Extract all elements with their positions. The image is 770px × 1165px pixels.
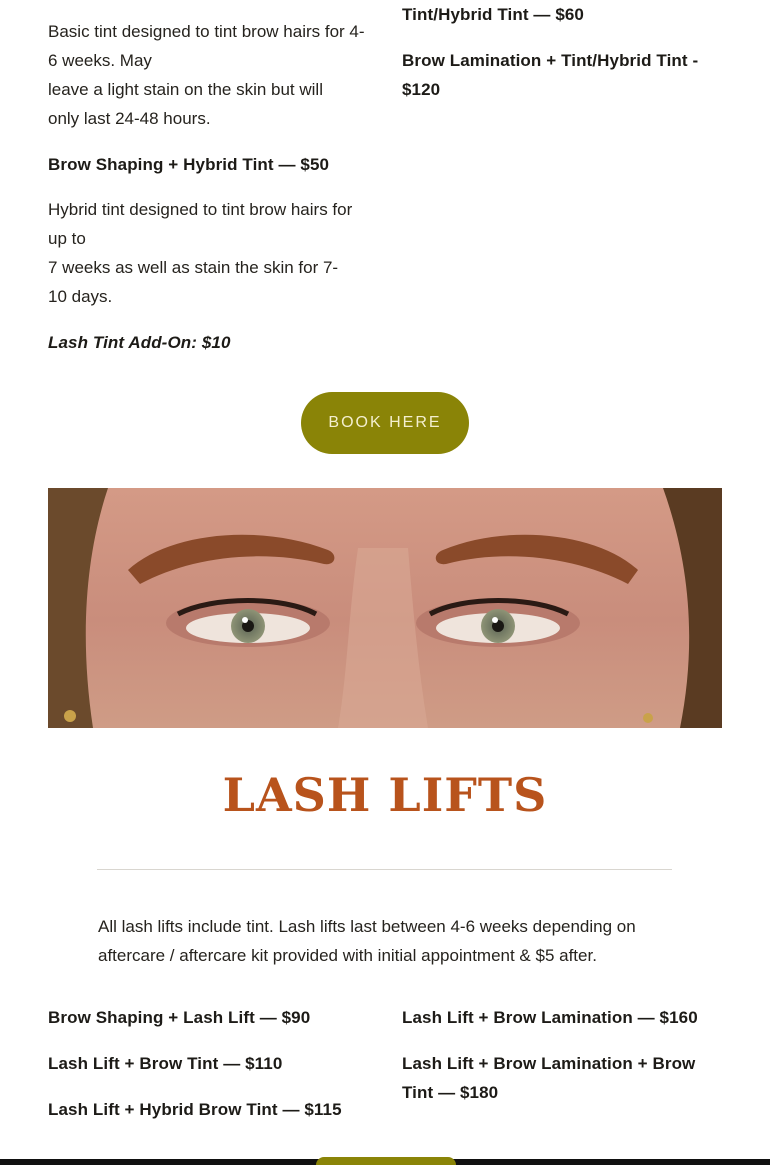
- lash-lift-brow-tint-item: Lash Lift + Brow Tint — $110: [48, 1054, 283, 1073]
- tint-hybrid-tint-item: Tint/Hybrid Tint — $60: [402, 5, 584, 24]
- lash-lifts-intro: All lash lifts include tint. Lash lifts last between 4-6 weeks depending on aftercare / aftercare kit provided with initial appointment & $5 after.: [98, 917, 636, 965]
- brows-and-lashes-photo: [48, 488, 722, 728]
- hybrid-tint-description-line-1: Hybrid tint designed to tint brow hairs for up to: [48, 200, 353, 248]
- lash-tint-addon: Lash Tint Add-On: $10: [48, 333, 231, 352]
- basic-tint-description-line-2: leave a light stain on the skin but will only last 24-48 hours.: [48, 80, 323, 128]
- lash-lift-hybrid-brow-tint-item: Lash Lift + Hybrid Brow Tint — $115: [48, 1100, 342, 1119]
- lash-lift-brow-lamination-item: Lash Lift + Brow Lamination — $160: [402, 1008, 698, 1027]
- brow-shaping-lash-lift-item: Brow Shaping + Lash Lift — $90: [48, 1008, 311, 1027]
- lash-lifts-title: LASH LIFTS: [222, 768, 548, 822]
- brow-lamination-tint-item: Brow Lamination + Tint/Hybrid Tint - $120: [402, 51, 699, 99]
- brow-shaping-hybrid-tint-item: Brow Shaping + Hybrid Tint — $50: [48, 155, 330, 174]
- book-here-button[interactable]: BOOK HERE: [301, 392, 469, 454]
- lash-lift-brow-lamination-tint-item: Lash Lift + Brow Lamination + Brow Tint — $180: [402, 1054, 696, 1102]
- hybrid-tint-description-line-2: 7 weeks as well as stain the skin for 7-10 days.: [48, 258, 339, 306]
- next-book-button-edge[interactable]: [316, 1157, 456, 1165]
- section-divider: [97, 869, 672, 870]
- eyes-photo-illustration: [48, 488, 722, 728]
- basic-tint-description-line-1: Basic tint designed to tint brow hairs for 4-6 weeks. May: [48, 22, 365, 70]
